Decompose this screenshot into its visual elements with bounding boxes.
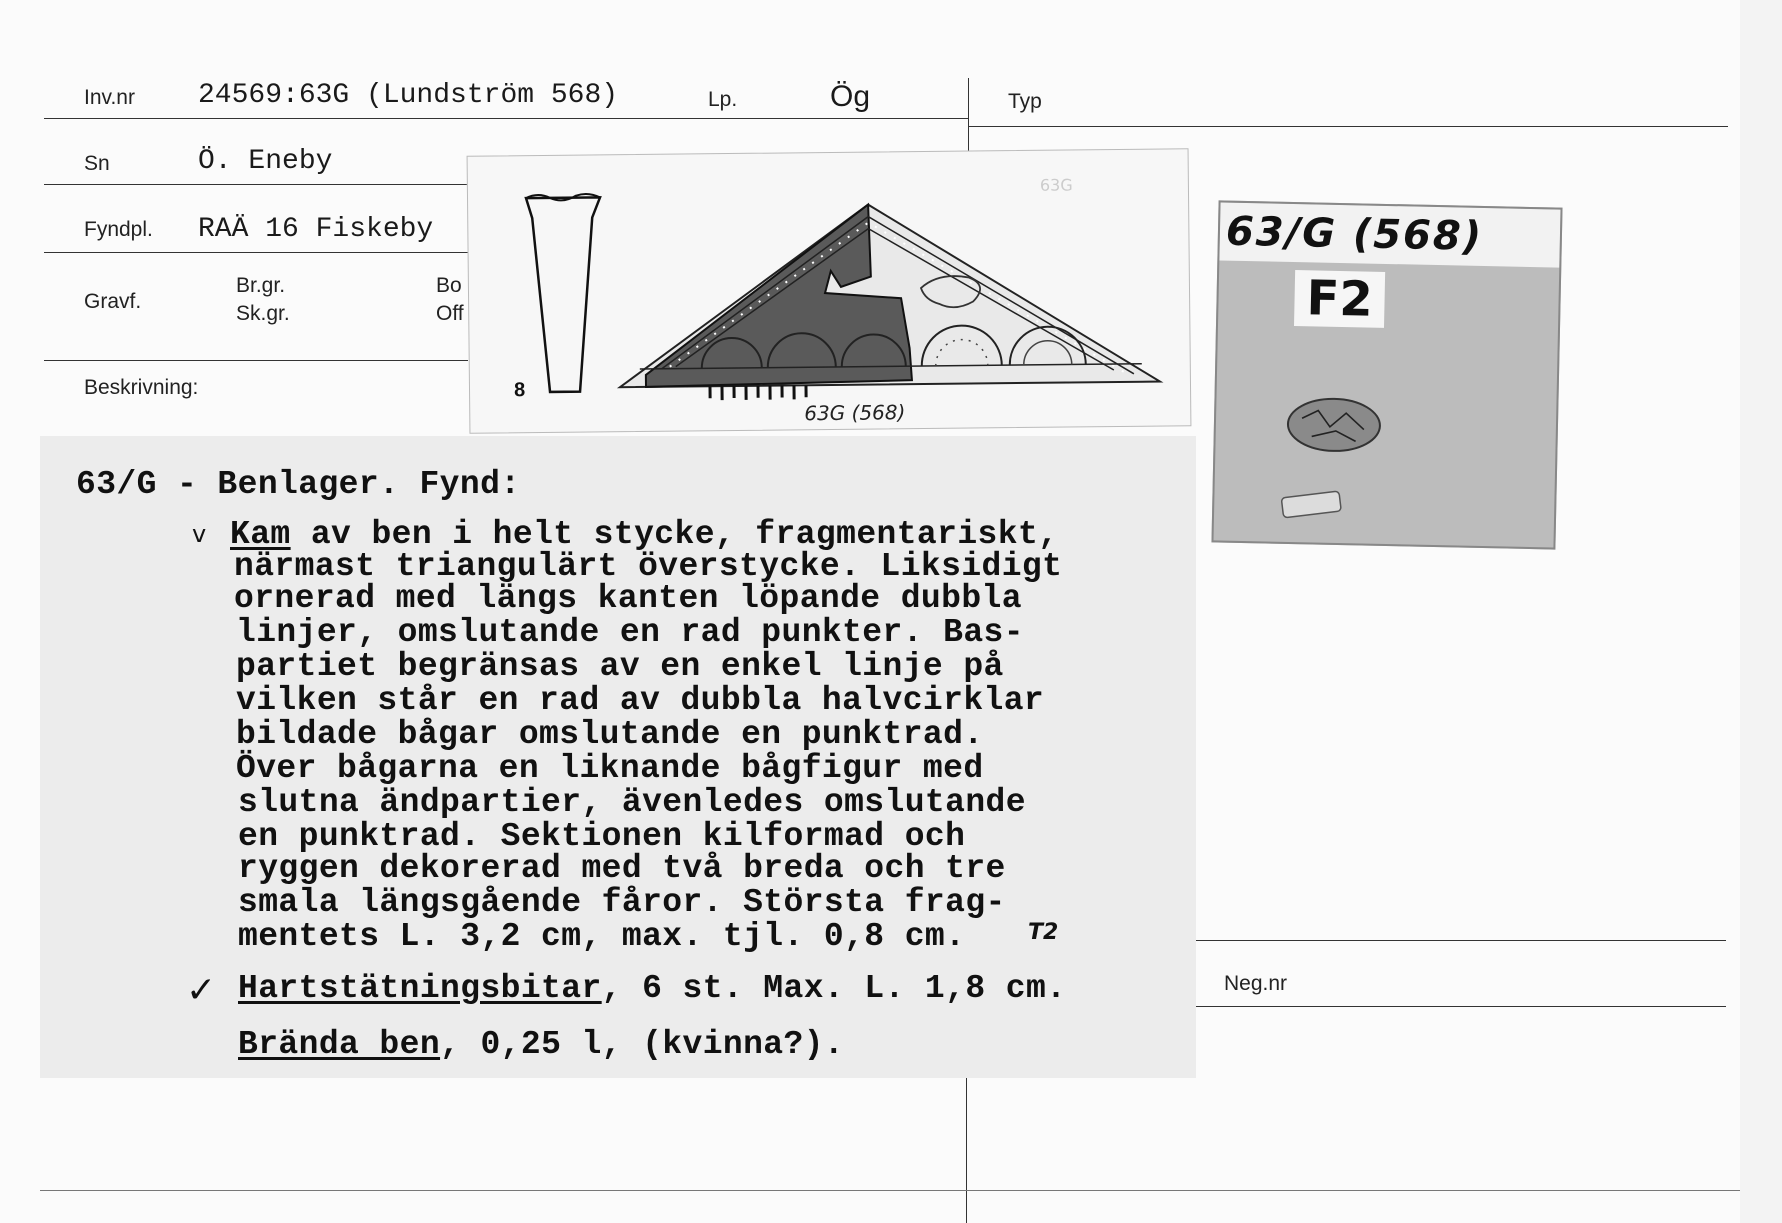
item2-line <box>238 970 1066 1007</box>
inv-label: Inv.nr <box>84 86 135 109</box>
rule-bottom-divider <box>966 1078 967 1223</box>
artifact-photo <box>1211 200 1562 549</box>
rule-bottom-edge <box>40 1190 1740 1191</box>
photo-code: F2 <box>1294 270 1385 328</box>
off-label: Off <box>436 302 464 325</box>
item2-checkmark: ✓ <box>186 970 217 1011</box>
lp-label: Lp. <box>708 88 738 111</box>
item1-line-5: vilken står en rad av dubbla halvcirklar <box>236 682 1045 719</box>
item2-rest: , 6 st. Max. L. 1,8 cm. <box>601 970 1067 1007</box>
item1-checkmark: v <box>192 520 207 548</box>
item1-line-8: slutna ändpartier, ävenledes omslutande <box>238 784 1026 821</box>
description-slip <box>40 436 1196 1078</box>
item2-title: Hartstätningsbitar <box>238 970 602 1007</box>
gravf-label: Gravf. <box>84 290 142 313</box>
figure-number: 8 <box>513 379 526 402</box>
rule-negnr-bottom <box>1196 1006 1726 1007</box>
rule-row-2 <box>44 184 468 185</box>
item3-title: Brända ben <box>238 1026 441 1063</box>
skgr-label: Sk.gr. <box>236 302 290 325</box>
item1-line-2: ornerad med längs kanten löpande dubbla <box>234 580 1022 617</box>
item1-line-6: bildade bågar omslutande en punktrad. <box>236 716 984 753</box>
rule-typ-divider <box>968 78 969 152</box>
item1-line-12: mentets L. 3,2 cm, max. tjl. 0,8 cm. <box>238 918 966 955</box>
inv-value: 24569:63G (Lundström 568) <box>198 80 619 111</box>
item3-line <box>238 1026 844 1063</box>
comb-illustration <box>468 149 1191 433</box>
rule-row-3 <box>44 252 468 253</box>
drawing-caption: 63G (568) <box>804 400 906 426</box>
sn-value: Ö. Eneby <box>198 146 333 177</box>
item1-line-0: av ben i helt stycke, fragmentariskt, <box>290 516 1059 553</box>
brgr-label: Br.gr. <box>236 274 286 297</box>
item1-line-9: en punktrad. Sektionen kilformad och <box>238 818 966 855</box>
artifact-fragments <box>1213 202 1560 547</box>
rule-negnr-top <box>1196 940 1726 941</box>
item1-title: Kam <box>230 516 291 553</box>
lp-value: Ög <box>830 80 871 113</box>
item1-line-1: närmast triangulärt överstycke. Liksidigt <box>234 548 1063 585</box>
item1-line-3: linjer, omslutande en rad punkter. Bas- <box>236 614 1024 651</box>
item3-rest: , 0,25 l, (kvinna?). <box>440 1026 845 1063</box>
note-heading: 63/G - Benlager. Fynd: <box>76 466 521 503</box>
rule-row-4 <box>44 360 468 361</box>
item1-line-10: ryggen dekorerad med två breda och tre <box>238 850 1006 887</box>
item1-line-7: Över bågarna en liknande bågfigur med <box>236 750 984 787</box>
item1-line-11: smala längsgående fåror. Största frag- <box>238 884 1006 921</box>
faint-mark: 63G <box>1039 175 1073 195</box>
rule-row-1 <box>44 118 968 119</box>
item1-annotation: T2 <box>1028 920 1059 945</box>
item1-line-4: partiet begränsas av en enkel linje på <box>236 648 1004 685</box>
comb-drawing <box>467 148 1192 434</box>
beskrivning-label: Beskrivning: <box>84 376 199 399</box>
typ-label: Typ <box>1008 90 1042 113</box>
negnr-label: Neg.nr <box>1224 972 1288 995</box>
photo-label: 63/G (568) <box>1225 208 1484 260</box>
card-right-margin <box>1740 0 1782 1223</box>
fyndpl-value: RAÄ 16 Fiskeby <box>198 214 434 245</box>
bo-label: Bo <box>436 274 462 297</box>
sn-label: Sn <box>84 152 110 175</box>
fyndpl-label: Fyndpl. <box>84 218 153 241</box>
rule-row-1-right <box>968 126 1728 127</box>
